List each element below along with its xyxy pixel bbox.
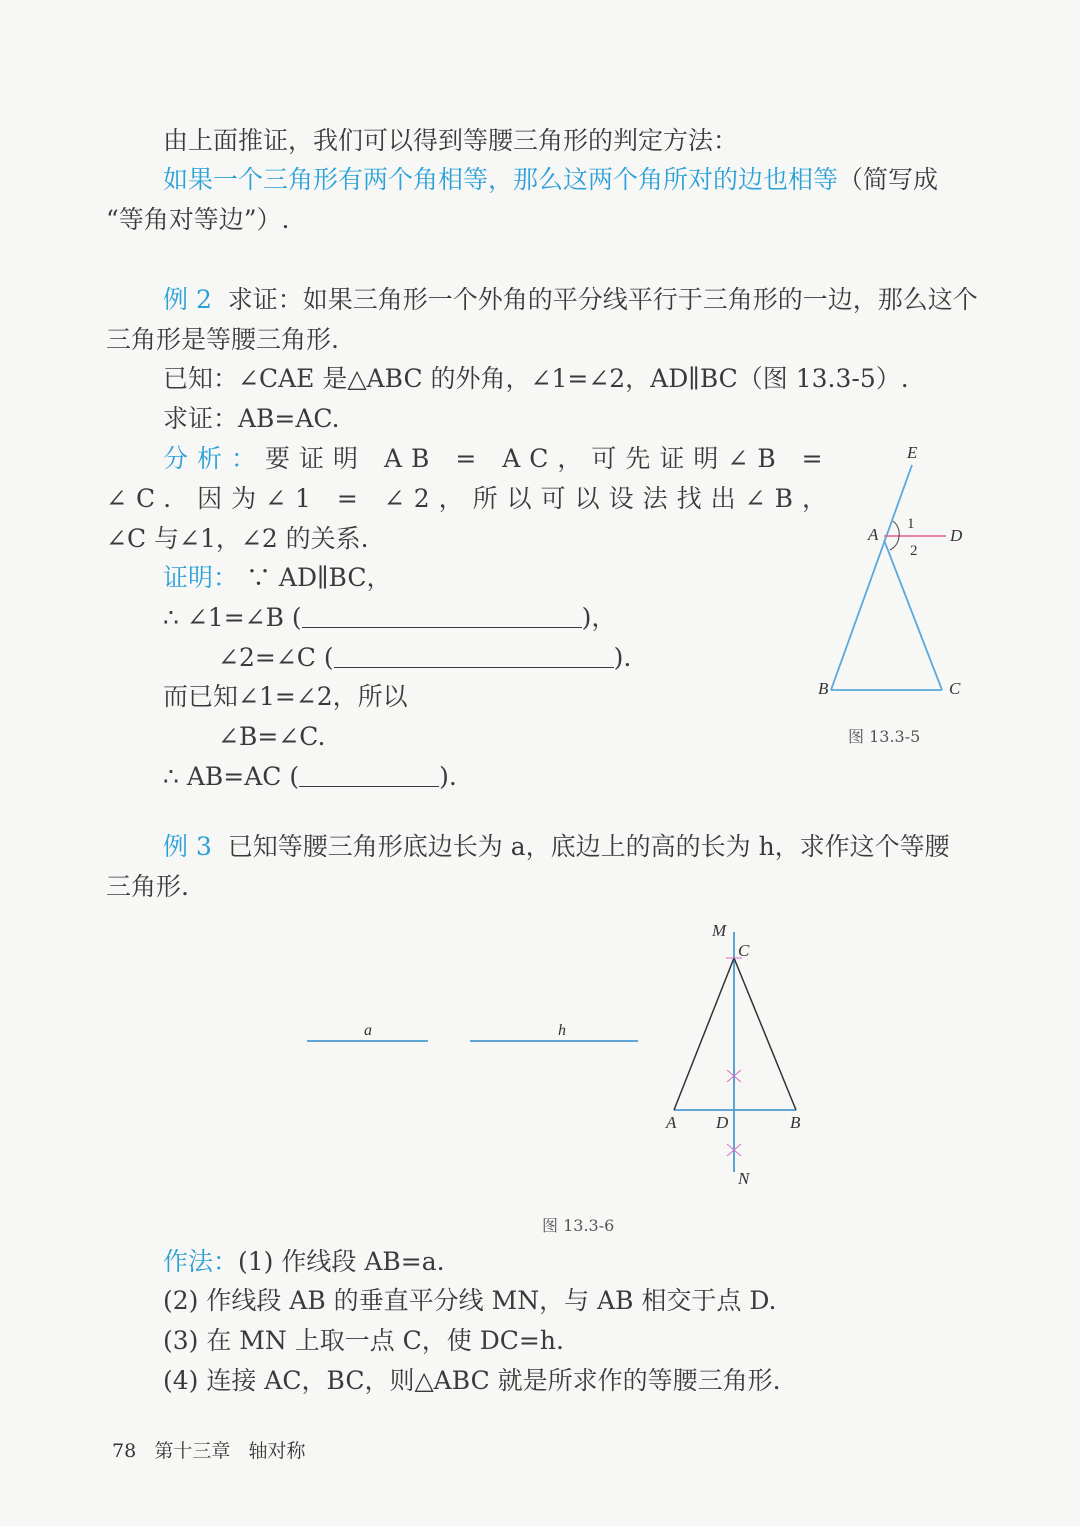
label-M: M <box>712 921 727 940</box>
proof-text-2: ∴ ∠1=∠B ( <box>163 603 302 632</box>
label-B: B <box>790 1113 801 1132</box>
paragraph-intro: 由上面推证，我们可以得到等腰三角形的判定方法： <box>163 126 739 155</box>
example-2-text: 求证：如果三角形一个外角的平分线平行于三角形的一边，那么这个 <box>227 285 978 314</box>
segment-h-label: h <box>558 1022 566 1039</box>
figure-13-3-6 <box>290 910 830 1200</box>
label-angle-2: 2 <box>910 543 918 559</box>
example-3-label: 例 3 <box>163 832 212 861</box>
given-line: 已知：∠CAE 是△ABC 的外角，∠1=∠2，AD∥BC（图 13.3-5）. <box>163 364 909 393</box>
chapter-title: 轴对称 <box>248 1440 306 1462</box>
label-D: D <box>716 1113 729 1132</box>
label-D: D <box>950 526 963 545</box>
analysis-line-3: ∠C 与∠1，∠2 的关系. <box>106 524 369 553</box>
label-angle-1: 1 <box>907 516 915 532</box>
proof-text-1: ∵ AD∥BC， <box>245 563 392 592</box>
line-BC <box>734 958 796 1110</box>
chapter-number: 第十三章 <box>154 1440 231 1462</box>
proof-text-3: ∠2=∠C ( <box>218 643 334 672</box>
proof-text-2-end: )， <box>581 603 617 632</box>
proof-line-3 <box>218 641 631 675</box>
proof-line-1 <box>163 561 392 595</box>
label-B: B <box>818 679 829 698</box>
label-E: E <box>907 443 918 462</box>
example-3-text: 已知等腰三角形底边长为 a，底边上的高的长为 h，求作这个等腰 <box>227 832 950 861</box>
figure-caption-13-3-5: 图 13.3-5 <box>848 727 921 746</box>
analysis-text-1: 要证明 AB = AC，可先证明∠B = <box>265 444 832 473</box>
angle-1-arc <box>893 521 899 536</box>
proof-text-6-end: ). <box>439 762 457 791</box>
proof-text-6: ∴ AB=AC ( <box>163 762 300 791</box>
method-step-1 <box>163 1245 445 1279</box>
label-A: A <box>868 525 879 544</box>
reason-blank-3[interactable] <box>299 764 439 787</box>
example-2-label: 例 2 <box>163 285 212 314</box>
reason-blank-1[interactable] <box>302 605 582 628</box>
analysis-label: 分析： <box>163 444 266 473</box>
label-N: N <box>738 1169 750 1188</box>
figure-13-3-5 <box>800 440 990 710</box>
proof-text-3-end: ). <box>613 643 632 672</box>
proof-label: 证明： <box>163 563 239 592</box>
proof-line-4: 而已知∠1=∠2，所以 <box>163 682 408 711</box>
proof-line-2 <box>163 601 616 635</box>
example-3-statement <box>163 830 950 864</box>
method-step-3: (3) 在 MN 上取一点 C，使 DC=h. <box>163 1326 564 1355</box>
analysis-line-2: ∠C. 因为∠1 = ∠2，所以可以设法找出∠B， <box>106 484 836 513</box>
line-AC <box>674 958 734 1110</box>
line-BE <box>831 465 912 690</box>
reason-blank-2[interactable] <box>334 645 614 668</box>
proof-line-6 <box>163 760 457 794</box>
proof-line-5: ∠B=∠C. <box>218 722 326 751</box>
figure-caption-13-3-6: 图 13.3-6 <box>542 1216 615 1235</box>
method-step-2: (2) 作线段 AB 的垂直平分线 MN，与 AB 相交于点 D. <box>163 1286 777 1315</box>
label-C: C <box>949 679 961 698</box>
page-number: 78 <box>112 1440 137 1462</box>
method-label: 作法： <box>163 1247 239 1276</box>
example-2-statement <box>163 283 978 317</box>
angle-2-arc <box>890 536 899 550</box>
method-step-4: (4) 连接 AC，BC，则△ABC 就是所求作的等腰三角形. <box>163 1366 781 1395</box>
label-A: A <box>666 1113 677 1132</box>
line-AC <box>884 540 942 690</box>
paragraph-rule <box>163 163 938 197</box>
method-text-1: (1) 作线段 AB=a. <box>238 1247 445 1276</box>
segment-a-label: a <box>364 1022 372 1039</box>
analysis-line-1 <box>163 442 832 476</box>
prove-line: 求证：AB=AC. <box>163 404 340 433</box>
rule-tail: （简写成 <box>838 165 939 194</box>
rule-abbrev: “等角对等边”）. <box>106 205 290 234</box>
label-C: C <box>738 941 750 960</box>
example-3-text-cont: 三角形. <box>106 872 189 901</box>
rule-text: 如果一个三角形有两个角相等，那么这两个角所对的边也相等 <box>163 165 839 194</box>
example-2-text-cont: 三角形是等腰三角形. <box>106 325 339 354</box>
page-footer <box>112 1436 305 1466</box>
